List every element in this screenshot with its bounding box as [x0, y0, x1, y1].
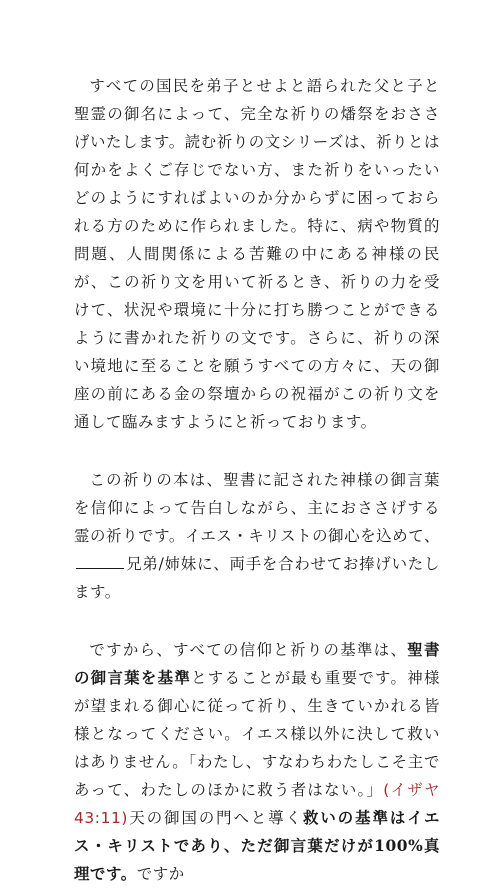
- dedication-text-before: この祈りの本は、聖書に記された神様の御言葉を信仰によって告白しながら、主におささげする霊の祈りです。イエス・キリストの御心を込めて、: [74, 471, 440, 545]
- intro-text: すべての国民を弟子とせよと語られた父と子と聖霊の御名によって、完全な祈りの燔祭をおささげいたします。読む祈りの文シリーズは、祈りとは何かをよくご存じでない方、また祈りをいったいどのようにすればよいのか分からずに困っておられる方のために作られました。特に、病や物質的問題、人間関係による苦難の中にある神様の民が、この祈り文を用いて祈るとき、祈りの力を受けて、状況や環境に十分に打ち勝つことができるように書かれた祈りの文です。さらに、祈りの深い境地に至ることを願うすべての方々に、天の御座の前にある金の祭壇からの祝福がこの祈り文を通して臨みますようにと祈っております。: [74, 77, 440, 431]
- standard-bold-word-standard: 聖書の御言葉を基準: [74, 641, 441, 687]
- dedication-text-after: 兄弟/姉妹に、両手を合わせてお捧げいたします。: [74, 555, 440, 601]
- name-blank-line: [76, 556, 124, 569]
- intro-paragraph: [74, 72, 440, 436]
- standard-text-2: とすることが最も重要です。神様が望まれる御心に従って祈り、生きていかれる皆様となってください。イエス様以外に決して救いはありません。「わたし、すなわちわたしこそ主であって、わたしのほかに救う者はない。」: [74, 669, 440, 799]
- standard-text-4: ですか: [136, 865, 185, 883]
- standard-text-3: 天の御国の門へと導く: [127, 809, 304, 827]
- standard-paragraph: [74, 636, 440, 888]
- standard-text-1: ですから、すべての信仰と祈りの基準は、: [89, 641, 408, 659]
- scripture-reference: (イザヤ43:11): [74, 781, 440, 827]
- dedication-paragraph: [74, 466, 440, 606]
- standard-bold-salvation: 救いの基準はイエス・キリストであり、ただ御言葉だけが100%真理です。: [74, 809, 440, 883]
